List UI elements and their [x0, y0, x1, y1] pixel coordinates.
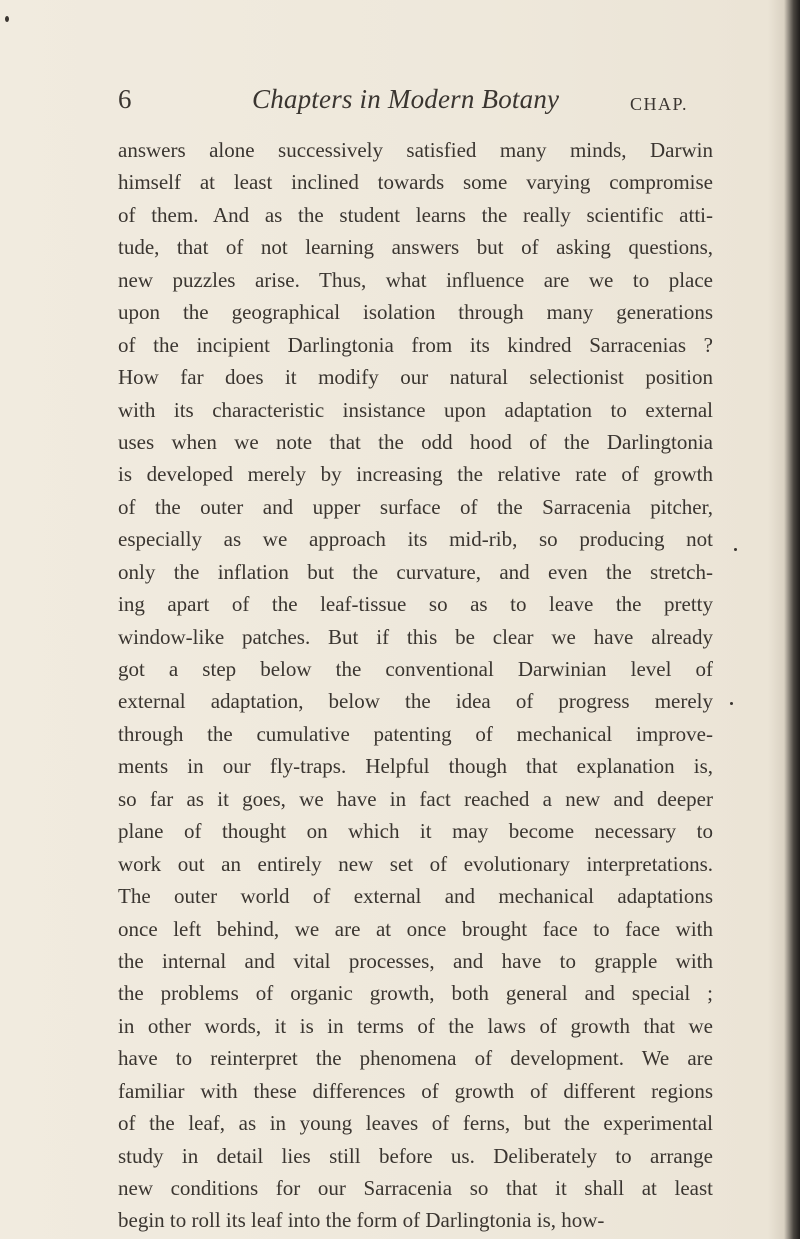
text-line: new puzzles arise. Thus, what influence are we to place [118, 267, 713, 292]
text-line: upon the geographical isolation through many generations [118, 300, 713, 325]
text-line: of the leaf, as in young leaves of ferns, but the experimental [118, 1111, 713, 1136]
page-header [118, 84, 718, 124]
text-line: with its characteristic insistance upon adaptation to external [118, 397, 713, 422]
text-line: only the inflation but the curvature, and even the stretch- [118, 559, 713, 584]
text-line: window-like patches. But if this be clear we have already [118, 624, 713, 649]
text-line: answers alone successively satisfied many minds, Darwin [118, 138, 713, 162]
text-line: ments in our fly-traps. Helpful though that explanation is, [118, 754, 713, 779]
text-line: tude, that of not learning answers but of asking questions, [118, 235, 713, 260]
text-line: study in detail lies still before us. Deliberately to arrange [118, 1143, 713, 1168]
ink-speck [5, 16, 9, 22]
body-text [118, 134, 713, 1237]
text-line: especially as we approach its mid-rib, so producing not [118, 527, 713, 552]
chapter-mark: CHAP. [630, 94, 689, 114]
text-line: new conditions for our Sarracenia so that it shall at least [118, 1176, 713, 1200]
text-line: familiar with these differences of growth of different regions [118, 1078, 713, 1103]
text-line: uses when we note that the odd hood of the Darlingtonia [118, 429, 713, 454]
text-line: of them. And as the student learns the really scientific atti- [118, 202, 713, 227]
text-line: ing apart of the leaf-tissue so as to leave the pretty [118, 592, 713, 617]
text-line: got a step below the conventional Darwinian level of [118, 657, 713, 681]
text-line: once left behind, we are at once brought face to face with [118, 916, 713, 941]
text-line: is developed merely by increasing the relative rate of growth [118, 462, 713, 487]
text-line: through the cumulative patenting of mechanical improve- [118, 721, 713, 746]
text-line: the internal and vital processes, and have to grapple with [118, 948, 713, 973]
text-line: himself at least inclined towards some varying compromise [118, 170, 713, 195]
ink-speck [730, 702, 733, 705]
text-line: the problems of organic growth, both general and special ; [118, 981, 713, 1006]
text-line: begin to roll its leaf into the form of Darlingtonia is, how- [118, 1208, 605, 1233]
running-title: Chapters in Modern Botany [252, 84, 560, 114]
text-line: in other words, it is in terms of the laws of growth that we [118, 1013, 713, 1038]
text-line: external adaptation, below the idea of progress merely [118, 689, 713, 714]
text-line: plane of thought on which it may become necessary to [118, 819, 713, 844]
ink-speck [734, 548, 737, 551]
text-line: of the outer and upper surface of the Sarracenia pitcher, [118, 494, 713, 519]
text-line: have to reinterpret the phenomena of development. We are [118, 1046, 713, 1071]
text-line: so far as it goes, we have in fact reached a new and deeper [118, 786, 713, 811]
text-line: How far does it modify our natural selectionist position [118, 365, 713, 390]
text-line: of the incipient Darlingtonia from its kindred Sarracenias ? [118, 332, 713, 357]
text-line: The outer world of external and mechanical adaptations [118, 884, 713, 909]
text-line: work out an entirely new set of evolutionary interpretations. [118, 851, 713, 876]
page-number: 6 [118, 84, 132, 114]
